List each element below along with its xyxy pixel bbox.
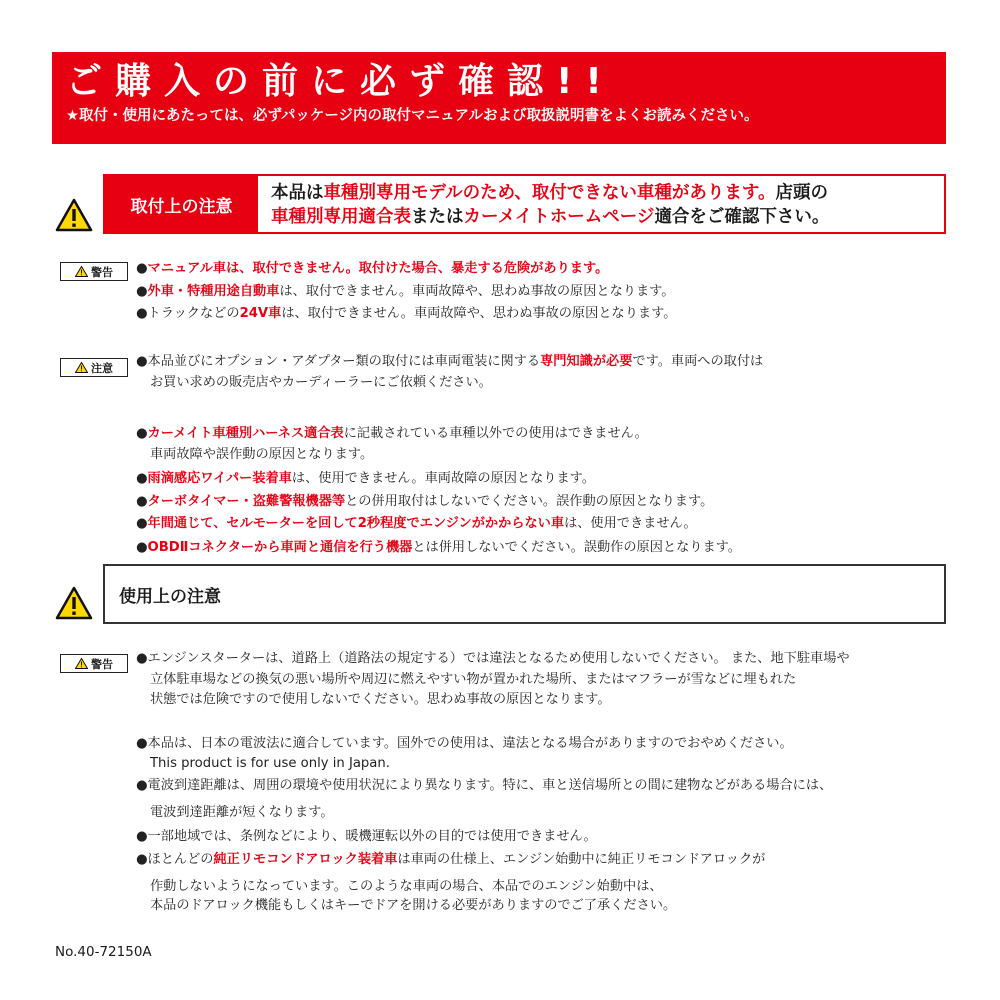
caution1-item-1-cont: お買い求めの販売店やカーディーラーにご依頼ください。	[150, 375, 492, 390]
highlight: 雨滴感応ワイパー装着車	[147, 471, 292, 486]
banner-subtitle: ★取付・使用にあたっては、必ずパッケージ内の取付マニュアルおよび取扱説明書をよくお読みください。	[66, 108, 759, 124]
text: 適合をご確認下さい。	[654, 207, 830, 227]
warning1-item-1	[136, 259, 608, 279]
highlight: 年間通じて、セルモーターを回して2秒程度でエンジンがかからない車	[147, 516, 565, 531]
caution1-item-5	[136, 514, 697, 534]
text: との併用取付はしないでください。誤作動の原因となります。	[345, 494, 714, 509]
highlight: マニュアル車は、取付できません。取付けた場合、暴走する危険があります。	[147, 261, 609, 276]
warning1-item-2	[136, 282, 675, 302]
caution-small-icon	[75, 362, 88, 373]
text: ●本品並びにオプション・アダプター類の取付には車両電装に関する	[136, 354, 541, 369]
product-code: No.40-72150A	[55, 944, 152, 960]
warning-small-icon	[75, 658, 88, 669]
text: です。車両への取付は	[632, 354, 764, 369]
caution1-item-4	[136, 492, 713, 512]
highlight: カーメイト車種別ハーネス適合表	[147, 426, 344, 441]
text: は、取付できません。車両故障や、思わぬ事故の原因となります。	[279, 284, 675, 299]
note-2-cont: 電波到達距離が短くなります。	[150, 805, 334, 820]
install-caution-tag: 取付上の注意	[105, 176, 258, 232]
highlight: 純正リモコンドアロック装着車	[213, 852, 398, 867]
warning-triangle-icon	[55, 198, 93, 232]
caution1-item-1	[136, 352, 763, 372]
caution-label-text: 注意	[91, 361, 113, 375]
bullet: ●	[136, 284, 148, 299]
caution1-item-2	[136, 424, 648, 444]
note-4-cont-2: 本品のドアロック機能もしくはキーでドアを開ける必要がありますのでご了承ください。	[150, 898, 677, 913]
caution1-item-6	[136, 538, 741, 558]
text: ●ほとんどの	[136, 852, 214, 867]
warning2-line-2: 立体駐車場などの換気の悪い場所や周辺に燃えやすい物が置かれた場所、またはマフラーが雪などに埋もれた	[150, 672, 797, 687]
banner-title: ご購入の前に必ず確認!!	[66, 61, 615, 102]
install-message-line1	[271, 181, 829, 205]
note-3: ●一部地域では、条例などにより、暖機運転以外の目的では使用できません。	[136, 829, 597, 844]
note-4	[136, 850, 765, 870]
text: ●トラックなどの	[136, 306, 240, 321]
highlight: 車種別専用適合表	[271, 207, 411, 227]
warning2-line-3: 状態では危険ですので使用しないでください。思わぬ事故の原因となります。	[150, 692, 611, 707]
warning-small-icon	[75, 266, 88, 277]
warning-label-text: 警告	[91, 657, 113, 671]
text: は、取付できません。車両故障や、思わぬ事故の原因となります。	[281, 306, 677, 321]
bullet: ●	[136, 261, 148, 276]
highlight: 車種別専用モデルのため、取付できない車種があります。	[323, 183, 776, 203]
bullet: ●	[136, 426, 148, 441]
caution-label	[60, 358, 128, 377]
note-2: ●電波到達距離は、周囲の環境や使用状況により異なります。特に、車と送信場所との間に建物などがある場合には、	[136, 778, 833, 793]
install-caution-box	[103, 174, 946, 234]
note-4-cont-1: 作動しないようになっています。このような車両の場合、本品でのエンジン始動中は、	[150, 879, 663, 894]
use-caution-tag: 使用上の注意	[119, 586, 221, 607]
bullet: ●	[136, 494, 148, 509]
bullet: ●	[136, 516, 148, 531]
highlight: OBDⅡコネクターから車両と通信を行う機器	[147, 540, 413, 555]
highlight: ターボタイマー・盗難警報機器等	[147, 494, 346, 509]
text: は、使用できません。車両故障の原因となります。	[291, 471, 595, 486]
highlight: 専門知識が必要	[540, 354, 633, 369]
text: 店頭の	[775, 183, 829, 203]
text: は、使用できません。	[564, 516, 697, 531]
warning-label-text: 警告	[91, 265, 113, 279]
header-banner	[52, 52, 946, 144]
note-1: ●本品は、日本の電波法に適合しています。国外での使用は、違法となる場合がありますのでおやめください。	[136, 736, 793, 751]
warning-triangle-icon	[55, 586, 93, 620]
text: とは併用しないでください。誤動作の原因となります。	[412, 540, 741, 555]
text: は車両の仕様上、エンジン始動中に純正リモコンドアロックが	[397, 852, 766, 867]
bullet: ●	[136, 471, 148, 486]
text: 本品は	[271, 183, 324, 203]
caution1-item-2-cont: 車両故障や誤作動の原因となります。	[150, 447, 374, 462]
install-message-line2	[271, 205, 829, 229]
text: または	[411, 207, 464, 227]
install-caution-message	[271, 181, 829, 229]
text: に記載されている車種以外での使用はできません。	[343, 426, 648, 441]
highlight: 24V車	[239, 306, 282, 321]
warning1-item-3	[136, 304, 676, 324]
note-1-english: This product is for use only in Japan.	[150, 756, 390, 771]
warning-label	[60, 654, 128, 673]
highlight: カーメイトホームページ	[463, 207, 655, 227]
warning2-line-1: ●エンジンスターターは、道路上（道路法の規定する）では違法となるため使用しないでください。 また、地下駐車場や	[136, 651, 850, 666]
warning-label	[60, 262, 128, 281]
bullet: ●	[136, 540, 148, 555]
highlight: 外車・特種用途自動車	[147, 284, 280, 299]
use-caution-box	[103, 564, 946, 624]
caution1-item-3	[136, 469, 595, 489]
